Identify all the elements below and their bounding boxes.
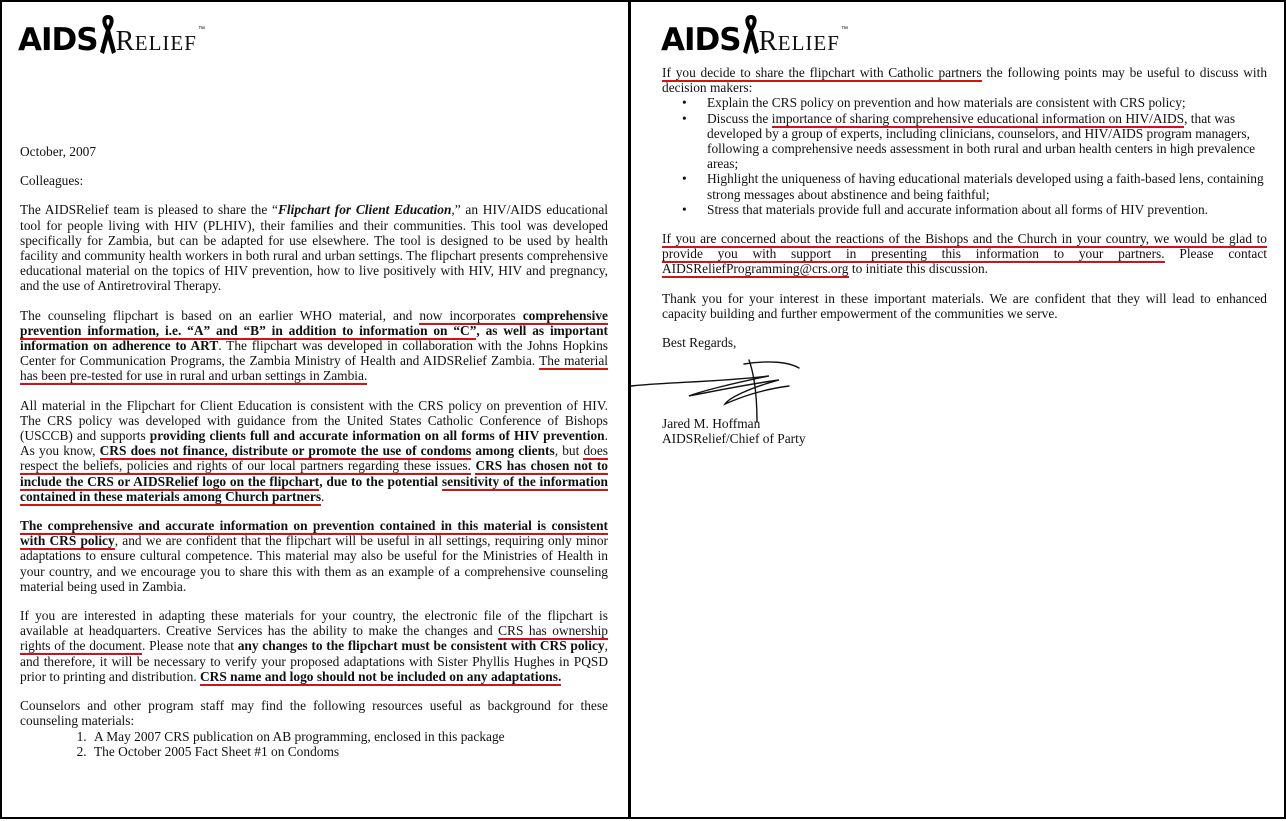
paragraph-adaptation: If you are interested in adapting these materials for your country, the electronic file of the flipchart is available at headquarters. Creative Services has the ability to make the changes and CRS has ownership rights of the document. Please note that any changes to the flipchart must be consistent with CRS policy, and therefore, it will be necessary to verify your proposed adaptations with Sister Phyllis Hughes in PQSD prior to printing and distribution. CRS name and logo should not be included on any adaptations. — [20, 608, 608, 684]
resources-list — [20, 729, 608, 759]
bullet-icon: • — [682, 110, 687, 126]
list-item: • Stress that materials provide full and accurate information about all forms of HIV prevention. — [682, 201, 1209, 217]
aids-ribbon-icon — [741, 12, 761, 56]
paragraph-intro: The AIDSRelief team is pleased to share the “Flipchart for Client Education,” an HIV/AIDS educational tool for people living with HIV (PLHIV), their families and their communities. This tool was developed specifically for Zambia, but can be adapted for use elsewhere. The tool is designed to be used by health facility and community health workers in both rural and urban settings. The flipchart presents comprehensive educational material on the topics of HIV prevention, how to live positively with HIV, HIV and pregnancy, and the use of Antiretroviral Therapy. — [20, 202, 608, 294]
logo-aids-text: AIDS — [661, 22, 741, 58]
paragraph-crs-policy: All material in the Flipchart for Client Education is consistent with the CRS policy on prevention of HIV. The CRS policy was developed with guidance from the United States Catholic Conference of Bishops (USCCB) and supports providing clients full and accurate information on all forms of HIV prevention. As you know, CRS does not finance, distribute or promote the use of condoms among clients, but does respect the beliefs, policies and rights of our local partners regarding these issues. CRS has chosen not to include the CRS or AIDSRelief logo on the flipchart, due to the potential sensitivity of the information contained in these materials among Church partners. — [20, 397, 609, 504]
signature-block — [662, 364, 1267, 464]
handwritten-signature — [629, 352, 839, 424]
list-item: • Highlight the uniqueness of having educational materials developed using a faith-based lens, containing strong messages about abstinence and being faithful; — [682, 171, 1264, 202]
logo-relief-text: RELIEF — [758, 26, 840, 57]
trademark-symbol: ™ — [197, 26, 205, 33]
paragraph-consistency: The comprehensive and accurate information on prevention contained in this material is consistent with CRS policy, and we are confident that the flipchart will be useful in all settings, requiring only minor adaptations to ensure cultural competence. This material may also be useful for the Ministries of Health in your country, and we encourage you to share this with them as an example of a comprehensive counseling material being used in Zambia. — [20, 518, 608, 594]
logo-aids-text: AIDS — [18, 22, 98, 58]
closing: Best Regards, — [662, 335, 737, 351]
salutation: Colleagues: — [20, 173, 84, 189]
logo-relief-text: RELIEF — [115, 26, 197, 57]
paragraph-flipchart-basis: The counseling flipchart is based on an earlier WHO material, and now incorporates comprehensive prevention information, i.e. “A” and “B” in addition to information on “C”, as well as important information on adherence to ART. The flipchart was developed in collaboration with the Johns Hopkins Center for Communication Programs, the Zambia Ministry of Health and AIDSRelief Zambia. The material has been pre-tested for use in rural and urban settings in Zambia. — [20, 307, 608, 384]
aidsrelief-logo — [18, 12, 205, 56]
list-item: 1. A May 2007 CRS publication on AB programming, enclosed in this package — [90, 729, 608, 744]
trademark-symbol: ™ — [840, 26, 848, 33]
letter-body-right — [662, 65, 1267, 464]
signer-name: Jared M. Hoffman — [662, 416, 761, 432]
list-item: 2. The October 2005 Fact Sheet #1 on Condoms — [90, 744, 608, 759]
list-item: • Explain the CRS policy on prevention and how materials are consistent with CRS policy; — [682, 95, 1186, 111]
signer — [662, 416, 806, 446]
bullet-icon: • — [682, 95, 687, 111]
email-link[interactable]: AIDSReliefProgramming@crs.org — [662, 261, 849, 277]
paragraph-resources: Counselors and other program staff may find the following resources useful as background for these counseling materials: — [20, 698, 608, 729]
letter-page-2 — [629, 0, 1286, 819]
list-item: • Discuss the importance of sharing comprehensive educational information on HIV/AIDS, that was developed by a group of experts, including clinicians, counselors, and HIV/AIDS program managers, following a comprehensive needs assessment in both rural and urban health centers in high prevalence areas; — [682, 110, 1256, 172]
letter-body-left — [20, 144, 608, 759]
aids-ribbon-icon — [98, 12, 118, 56]
bullet-icon: • — [682, 201, 687, 217]
letter-page-1 — [0, 0, 630, 819]
signer-title: AIDSRelief/Chief of Party — [662, 431, 806, 447]
discussion-points-list — [662, 95, 1267, 217]
bullet-icon: • — [682, 171, 687, 187]
paragraph-concern: If you are concerned about the reactions of the Bishops and the Church in your country, we would be glad to provide you with support in presenting this information to your partners. Please contact AIDSReliefProgramming@crs.org to initiate this discussion. — [662, 231, 1267, 277]
paragraph-thanks: Thank you for your interest in these important materials. We are confident that they will lead to enhanced capacity building and further empowerment of the communities we serve. — [662, 290, 1267, 321]
paragraph-share-intro: If you decide to share the flipchart with Catholic partners the following points may be useful to discuss with decision makers: — [662, 65, 1268, 96]
aidsrelief-logo — [661, 12, 848, 56]
letter-date: October, 2007 — [20, 144, 97, 159]
